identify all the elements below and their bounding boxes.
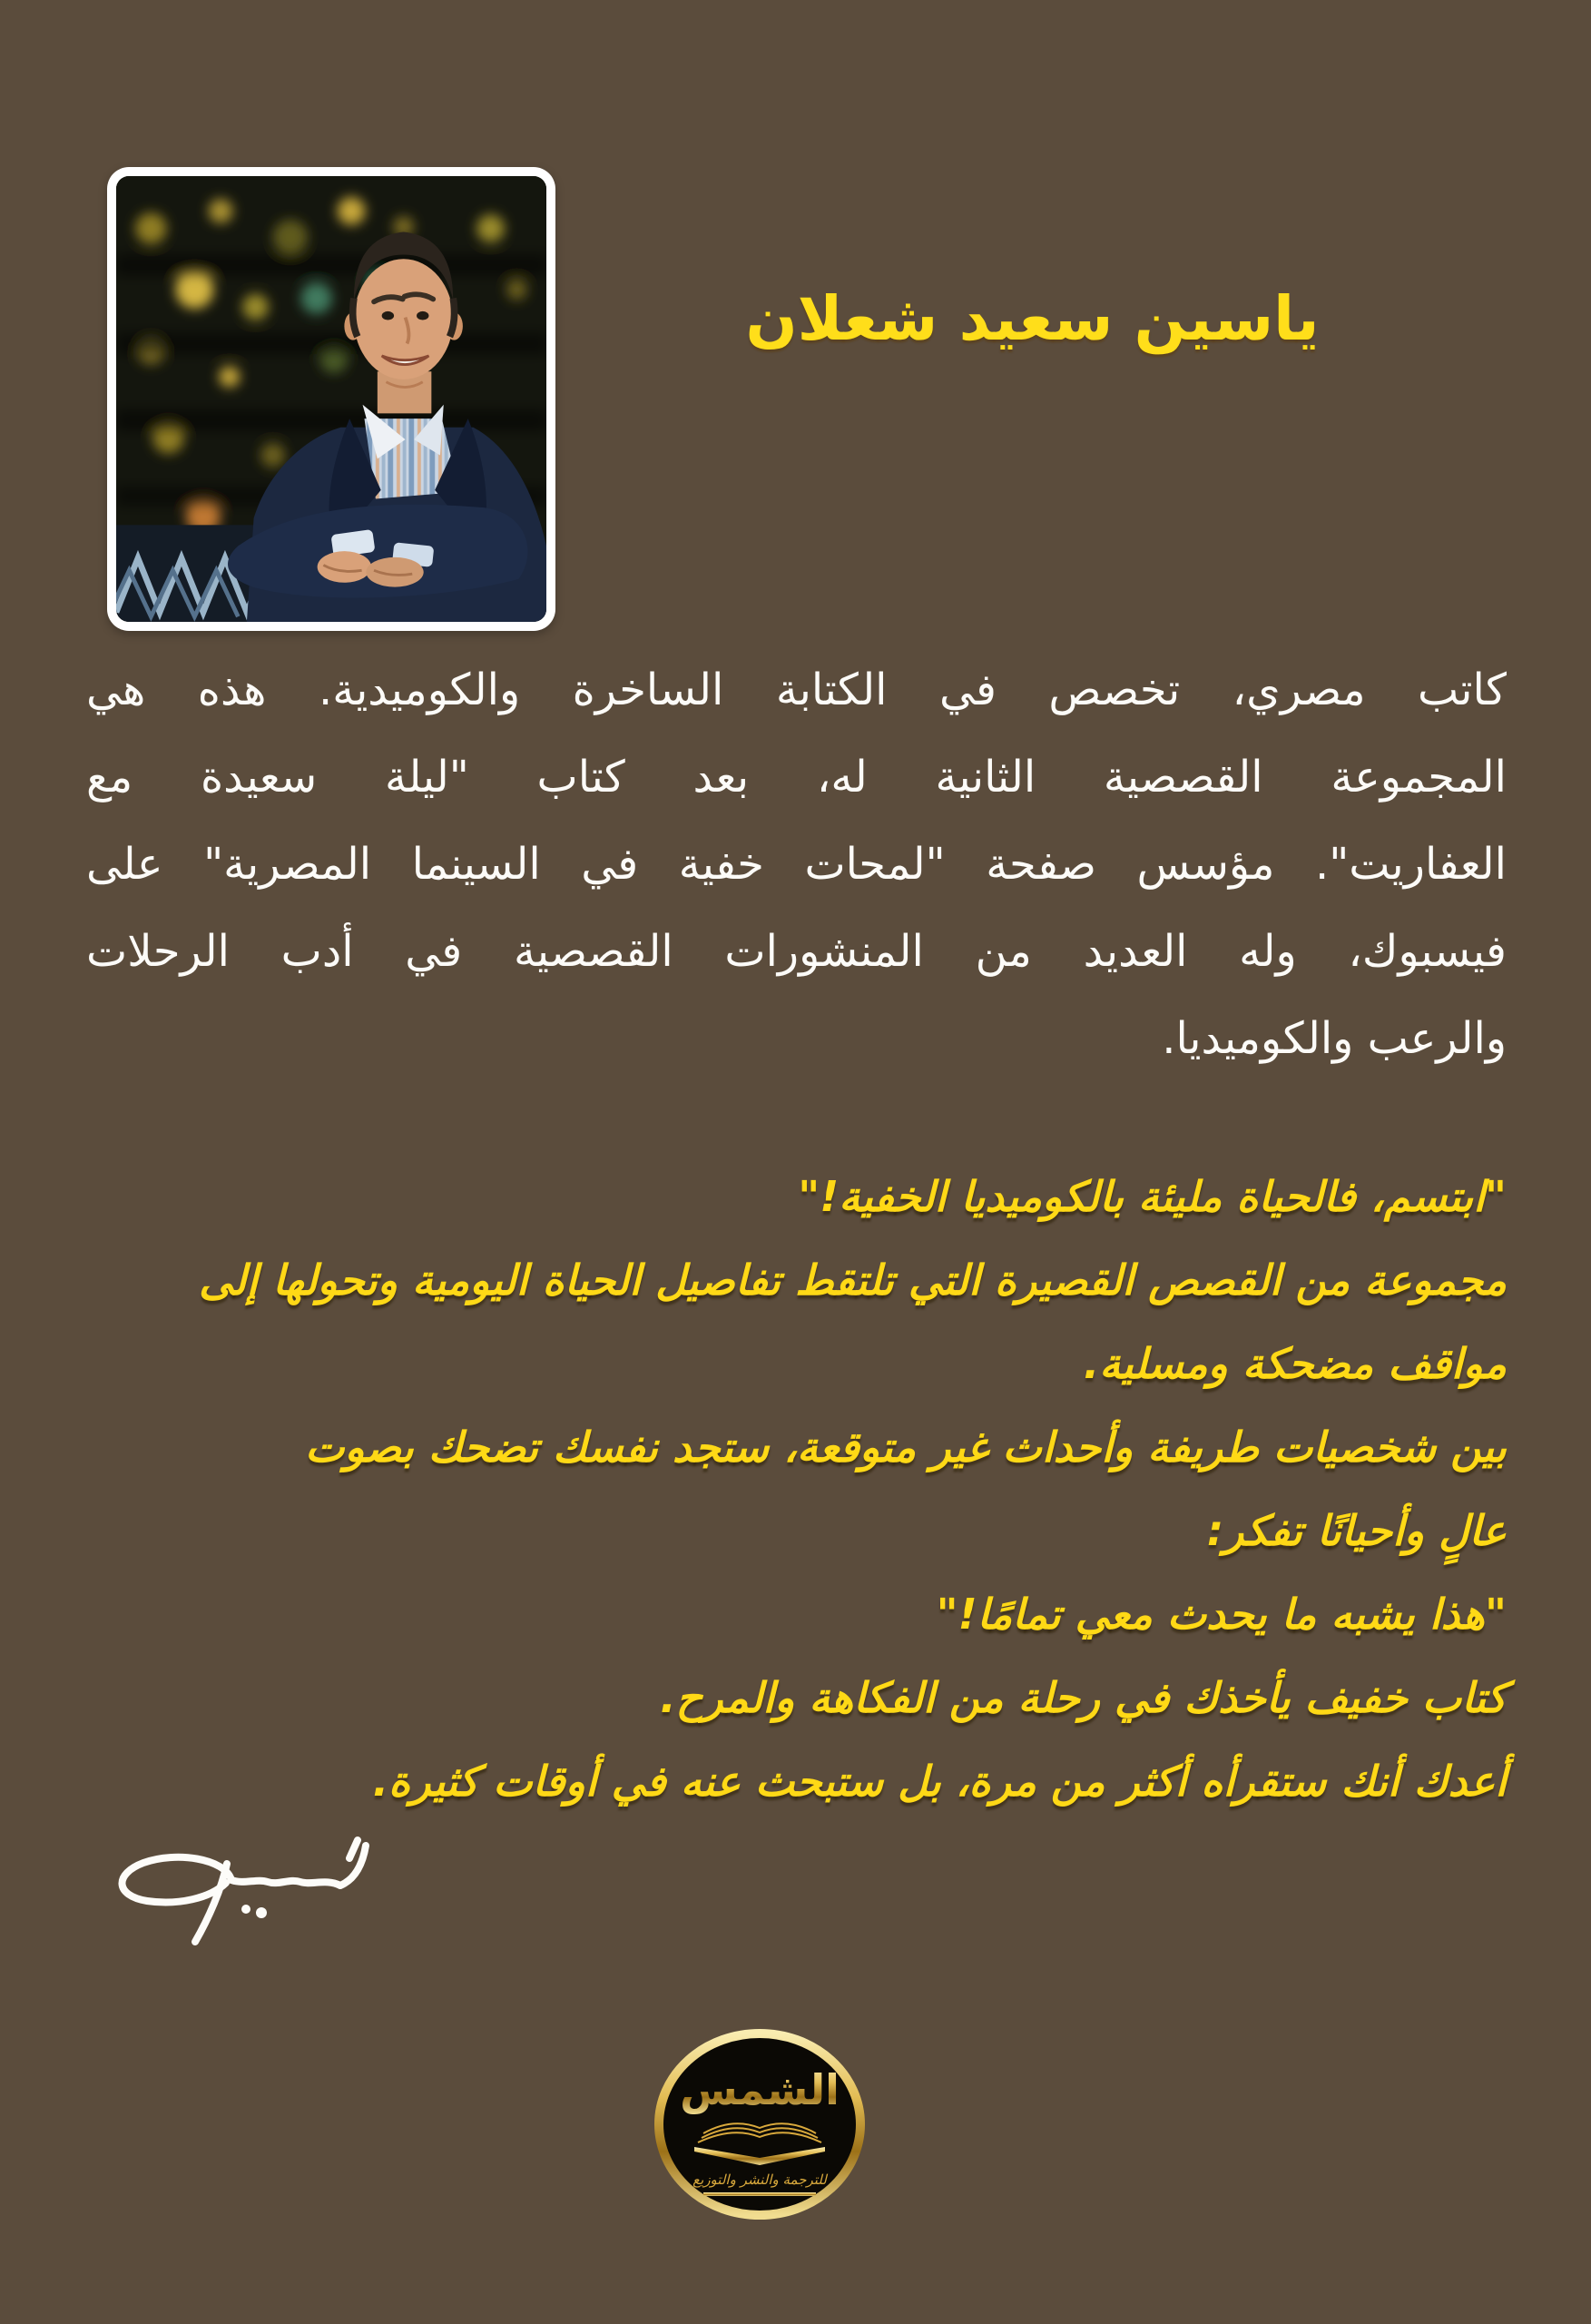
bio-line: العفاريت". مؤسس صفحة "لمحات خفية في السينما المصرية" على (86, 839, 1507, 890)
bio-line: والرعب والكوميديا. (1162, 1013, 1507, 1064)
blurb-line: أعدك أنك ستقرأه أكثر من مرة، بل ستبحث عنه في أوقات كثيرة. (372, 1757, 1507, 1806)
logo-ring (659, 2034, 860, 2215)
author-photo-illustration (116, 176, 546, 622)
author-bio (86, 646, 1507, 1082)
bio-line: المجموعة القصصية الثانية له، بعد كتاب "ليلة سعيدة مع (86, 752, 1507, 803)
author-signature (89, 1828, 388, 1955)
blurb-quote: "هذا يشبه ما يحدث معي تمامًا!" (936, 1590, 1507, 1639)
author-photo-frame (107, 167, 555, 631)
blurb-quote: "ابتسم، فالحياة مليئة بالكوميديا الخفية!" (798, 1172, 1507, 1221)
logo-divider-line (703, 2192, 816, 2196)
author-photo (116, 176, 546, 622)
publisher-logo (653, 2026, 867, 2222)
blurb-line: عالٍ وأحيانًا تفكر: (1206, 1506, 1507, 1555)
blurb-line: بين شخصيات طريفة وأحداث غير متوقعة، ستجد نفسك تضحك بصوت (305, 1423, 1507, 1472)
blurb-line: مجموعة من القصص القصيرة التي تلتقط تفاصيل الحياة اليومية وتحولها إلى (199, 1256, 1507, 1305)
author-name: ياسين سعيد شعلان (745, 283, 1320, 354)
bio-line: فيسبوك، وله العديد من المنشورات القصصية في أدب الرحلات (86, 926, 1507, 977)
blurb-line: كتاب خفيف يأخذك في رحلة من الفكاهة والمرح. (660, 1673, 1507, 1722)
bio-line: كاتب مصري، تخصص في الكتابة الساخرة والكوميدية. هذه هي (86, 665, 1507, 715)
book-blurb (64, 1155, 1507, 1823)
blurb-line: مواقف مضحكة ومسلية. (1083, 1339, 1507, 1388)
publisher-subtitle: للترجمة والنشر والتوزيع (692, 2171, 827, 2188)
publisher-name: الشمس (680, 2065, 840, 2114)
